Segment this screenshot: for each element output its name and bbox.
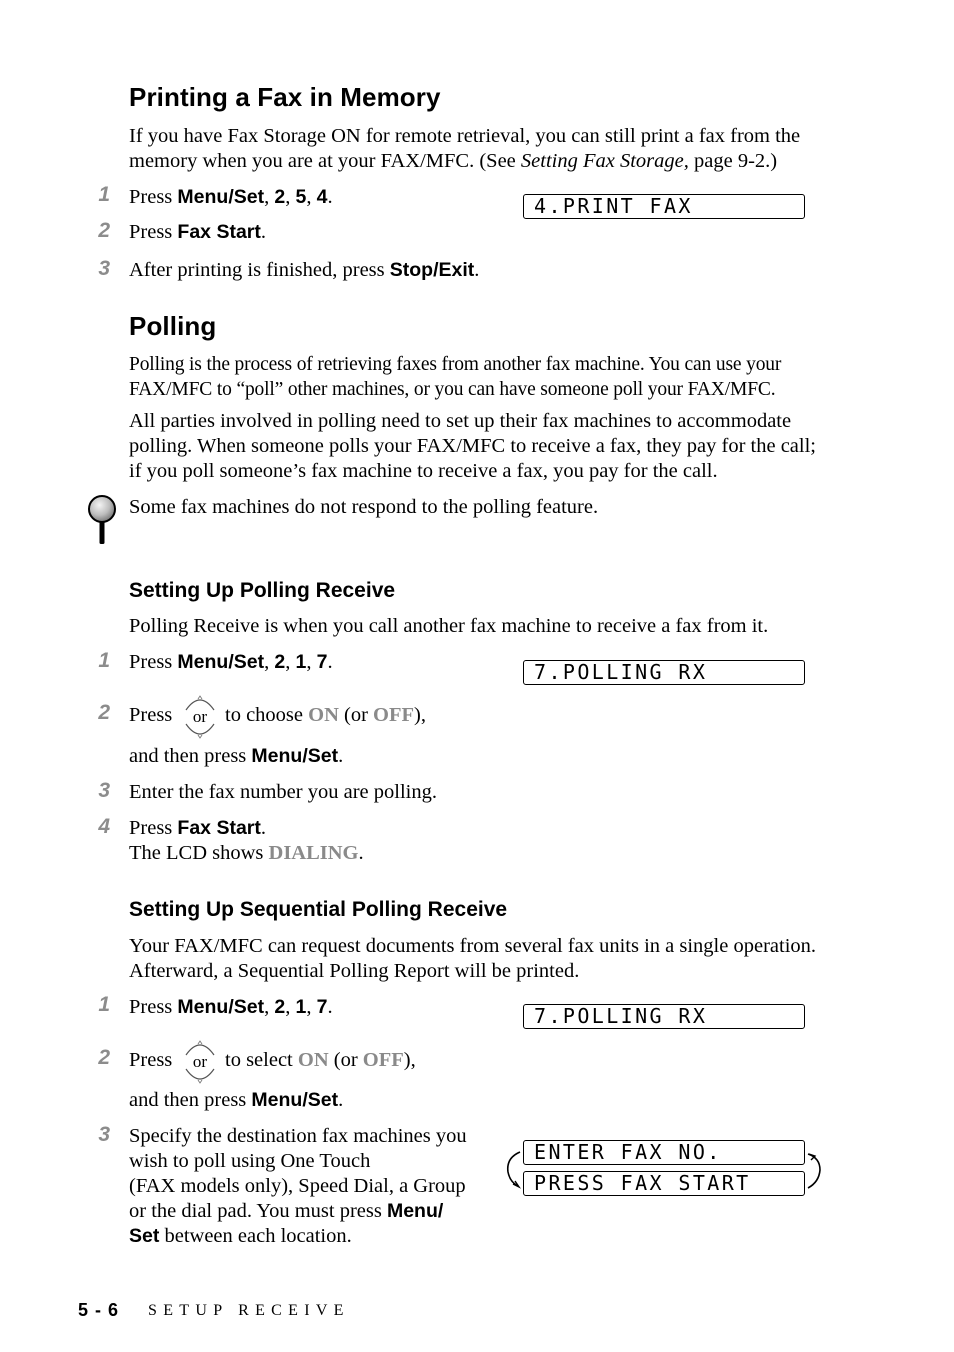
polling-paragraph-2: All parties involved in polling need to set up their fax machines to accommodate polling. When someone polls your FAX/MFC to receive a fax, they pay for the call; if you poll someone’s fax machine to receive a fax, you pay for the call. [129, 410, 816, 482]
sequential-intro: Your FAX/MFC can request documents from several fax units in a single operation. Afterward, a Sequential Polling Report will be printed. [129, 935, 817, 982]
receive-step-2-choose: to choose ON (or OFF), [225, 704, 426, 726]
key-name: 4 [316, 186, 328, 208]
printing-intro [129, 124, 829, 174]
lcd-display-polling-rx: 7.POLLING RX [523, 1004, 805, 1029]
page-number: 5 - 6 [78, 1300, 120, 1320]
up-down-or-icon [183, 1038, 217, 1086]
key-name: Stop/Exit [389, 259, 475, 281]
receive-step-2-press: Press [129, 704, 173, 726]
key-name: 2 [274, 996, 286, 1018]
receive-step-3: Enter the fax number you are polling. [129, 781, 437, 803]
receive-step-2-then: and then press Menu/Set. [129, 745, 344, 767]
section-title-sequential-polling: Setting Up Sequential Polling Receive [129, 898, 508, 921]
step-number: 3 [98, 257, 110, 280]
sequential-step-2-press: Press [129, 1049, 173, 1071]
key-name: Menu/ [386, 1200, 444, 1222]
lcd-word: ON [297, 1049, 329, 1071]
key-name: 2 [274, 651, 286, 673]
receive-step-4-lcd: The LCD shows DIALING. [129, 842, 364, 864]
step-number: 1 [98, 183, 110, 206]
key-name: Menu/Set [251, 1089, 339, 1111]
lcd-word: OFF [373, 704, 415, 726]
or-label: or [192, 707, 208, 726]
lcd-word: DIALING [268, 842, 359, 864]
lcd-display-enter-fax-no: ENTER FAX NO. [523, 1140, 805, 1165]
key-name: Fax Start [177, 221, 261, 243]
key-name: Fax Start [177, 817, 261, 839]
key-name: 5 [295, 186, 307, 208]
sequential-step-2-then: and then press Menu/Set. [129, 1089, 344, 1111]
printing-step-1: Press Menu/Set, 2, 5, 4. [129, 186, 333, 208]
chapter-label: SETUP RECEIVE [148, 1302, 350, 1319]
key-name: 1 [295, 651, 307, 673]
sequential-step-1: Press Menu/Set, 2, 1, 7. [129, 996, 333, 1018]
lcd-display-polling-rx: 7.POLLING RX [523, 660, 805, 685]
lcd-display-press-fax-start: PRESS FAX START [523, 1171, 805, 1196]
section-title-printing: Printing a Fax in Memory [129, 82, 441, 112]
printing-intro-text-2: page 9-2.) [688, 150, 778, 172]
section-title-polling-receive: Setting Up Polling Receive [129, 579, 396, 602]
polling-paragraph-1: Polling is the process of retrieving faxes from another fax machine. You can use your FAX/MFC to “poll” other machines, or you can have someone poll your FAX/MFC. [129, 354, 782, 400]
step-number: 2 [98, 1046, 110, 1069]
key-name: Menu/Set [177, 996, 265, 1018]
printing-intro-reference: Setting Fax Storage, [520, 150, 689, 172]
key-name: Set [129, 1225, 160, 1247]
key-name: 7 [316, 996, 328, 1018]
lcd-word: ON [308, 704, 339, 726]
step-number: 3 [98, 1123, 110, 1146]
printing-intro-text-1: If you have Fax Storage ON for remote retrieval, you can still print a fax from the memory when you are at your FAX/MFC. (See [129, 125, 801, 172]
step-number: 2 [98, 701, 110, 724]
polling-note: Some fax machines do not respond to the polling feature. [129, 496, 599, 518]
up-down-or-icon [183, 693, 217, 741]
key-name: 2 [274, 186, 286, 208]
receive-step-1: Press Menu/Set, 2, 1, 7. [129, 651, 333, 673]
lcd-display-print-fax: 4.PRINT FAX [523, 194, 805, 219]
step-number: 4 [98, 815, 110, 838]
sequential-step-2-select: to select ON (or OFF), [225, 1049, 416, 1071]
step-number: 1 [98, 993, 110, 1016]
key-name: Menu/Set [177, 186, 265, 208]
polling-receive-intro: Polling Receive is when you call another fax machine to receive a fax from it. [129, 615, 769, 637]
step-number: 3 [98, 779, 110, 802]
magnifier-note-icon [87, 494, 119, 546]
cycle-arrow-right-icon [805, 1150, 825, 1190]
lcd-word: OFF [362, 1049, 404, 1071]
key-name: 7 [316, 651, 328, 673]
cycle-arrow-left-icon [503, 1150, 523, 1190]
or-label: or [192, 1052, 208, 1071]
section-title-polling: Polling [129, 311, 217, 341]
step-number: 2 [98, 219, 110, 242]
key-name: Menu/Set [177, 651, 265, 673]
key-name: 1 [295, 996, 307, 1018]
printing-step-2: Press Fax Start. [129, 221, 266, 243]
step-number: 1 [98, 649, 110, 672]
printing-step-3: After printing is finished, press Stop/Exit. [129, 259, 480, 281]
receive-step-4: Press Fax Start. [129, 817, 266, 839]
key-name: Menu/Set [251, 745, 339, 767]
